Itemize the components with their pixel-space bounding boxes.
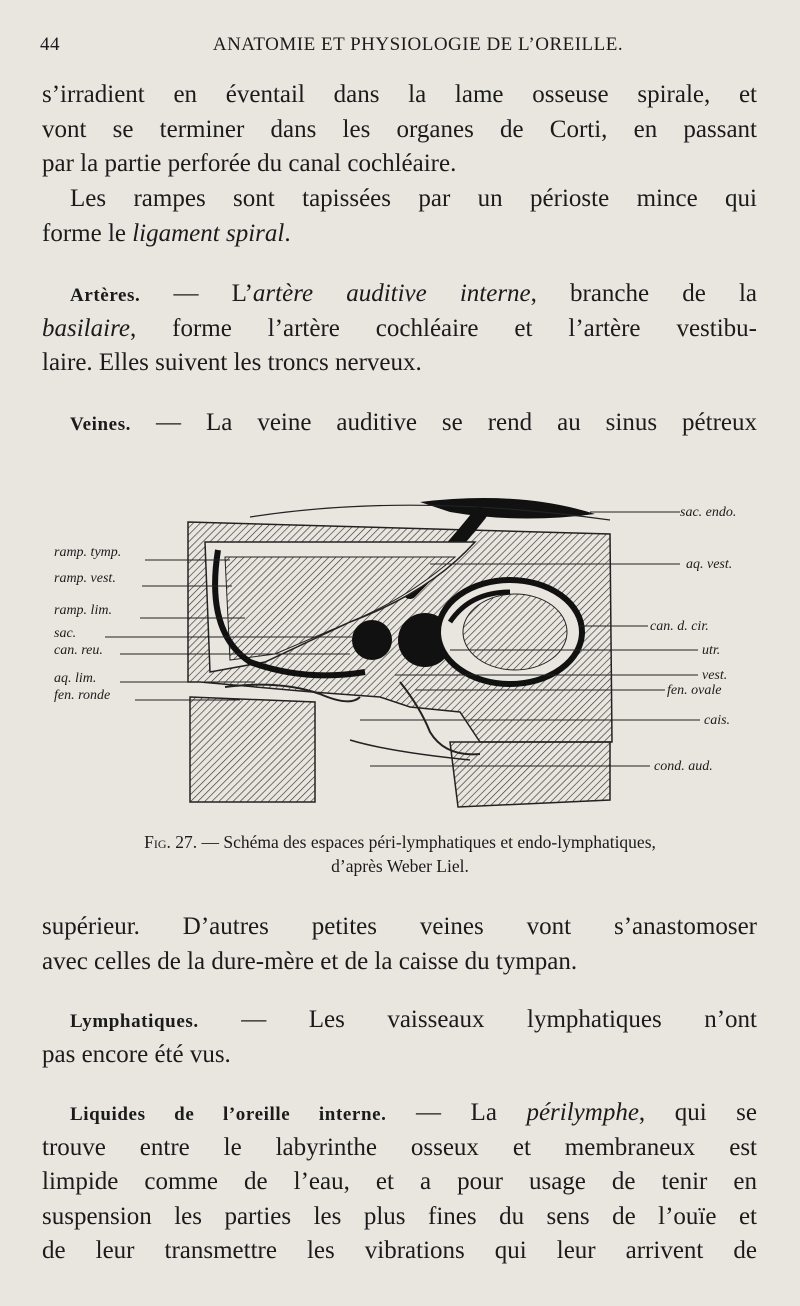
run-in-heading: Artères. <box>70 285 141 306</box>
running-title: ANATOMIE ET PHYSIOLOGIE DE L’OREILLE. <box>212 34 624 55</box>
text-line: limpide comme de l’eau, et a pour usage de tenir en <box>42 1168 757 1196</box>
running-head <box>40 34 756 64</box>
bone-lower-right <box>450 742 610 807</box>
saccule <box>352 620 392 660</box>
caption-line: d’après Weber Liel. <box>331 856 469 876</box>
figure-27-diagram <box>50 482 760 812</box>
label-ramp-vest: ramp. vest. <box>54 571 116 586</box>
caption-line: Fig. 27. — Schéma des espaces péri-lymphatiques et endo-lymphatiques, <box>144 832 656 852</box>
label-fen-ovale: fen. ovale <box>667 683 722 698</box>
label-vest: vest. <box>702 668 728 683</box>
text-line: suspension les parties les plus fines du sens de l’ouïe et <box>42 1202 757 1230</box>
label-sac-endo: sac. endo. <box>680 505 737 520</box>
run-in-heading: Liquides de l’oreille interne. <box>70 1104 387 1125</box>
paragraph-1 <box>42 78 757 182</box>
text-line: Lymphatiques. — Les vaisseaux lymphatiques n’ont <box>70 1006 757 1033</box>
text-line: s’irradient en éventail dans la lame osseuse spirale, et <box>42 81 757 108</box>
run-in-heading: Lymphatiques. <box>70 1011 199 1032</box>
text-line: trouve entre le labyrinthe osseux et membraneux est <box>42 1133 757 1161</box>
text-line: Veines. — La veine auditive se rend au sinus pétreux <box>70 409 757 436</box>
italic-term: basilaire <box>42 314 130 342</box>
label-aq-lim: aq. lim. <box>54 671 97 686</box>
run-in-heading: Veines. <box>70 414 132 435</box>
label-can-reu: can. reu. <box>54 643 103 658</box>
label-utr: utr. <box>702 643 721 658</box>
text-line: Artères. — L’artère auditive interne, branche de la <box>70 280 757 307</box>
paragraph-3 <box>42 910 757 979</box>
paragraph-veines <box>42 406 757 441</box>
text-line: basilaire, forme l’artère cochléaire et l’artère vestibu- <box>42 314 757 342</box>
figure-caption <box>50 830 750 878</box>
text-line: Liquides de l’oreille interne. — La périlymphe, qui se <box>70 1099 757 1126</box>
label-can-d-cir: can. d. cir. <box>650 619 709 634</box>
saccus-endolymph <box>420 498 595 519</box>
text-line: Les rampes sont tapissées par un périoste mince qui <box>70 185 757 212</box>
text-line: de leur transmettre les vibrations qui leur arrivent de <box>42 1237 757 1265</box>
label-ramp-tymp: ramp. tymp. <box>54 545 122 560</box>
paragraph-lymphatiques <box>42 1003 757 1072</box>
italic-term: artère auditive interne <box>252 280 531 307</box>
italic-term: ligament spiral <box>132 219 285 247</box>
text-line: vont se terminer dans les organes de Corti, en passant <box>42 115 757 143</box>
paragraph-2 <box>42 182 757 251</box>
paragraph-liquides <box>42 1096 757 1269</box>
bone-lower-left <box>190 697 315 802</box>
text-line: par la partie perforée du canal cochléaire. <box>42 150 457 178</box>
text-line: avec celles de la dure-mère et de la caisse du tympan. <box>42 947 578 975</box>
page-number: 44 <box>40 34 60 55</box>
text-line: pas encore été vus. <box>42 1040 231 1068</box>
caption-fig-word: Fig. <box>144 832 171 852</box>
label-sac: sac. <box>54 626 77 641</box>
text-line: laire. Elles suivent les troncs nerveux. <box>42 349 422 377</box>
text-line: forme le ligament spiral. <box>42 219 291 247</box>
paragraph-arteres <box>42 277 757 381</box>
label-cond-aud: cond. aud. <box>654 759 713 774</box>
italic-term: périlymphe <box>526 1099 639 1126</box>
label-fen-ronde: fen. ronde <box>54 688 111 703</box>
label-aq-vest: aq. vest. <box>686 557 733 572</box>
text-line: supérieur. D’autres petites veines vont s’anastomoser <box>42 913 757 940</box>
label-cais: cais. <box>704 713 731 728</box>
ear-schematic <box>50 482 760 812</box>
label-ramp-lim: ramp. lim. <box>54 603 112 618</box>
